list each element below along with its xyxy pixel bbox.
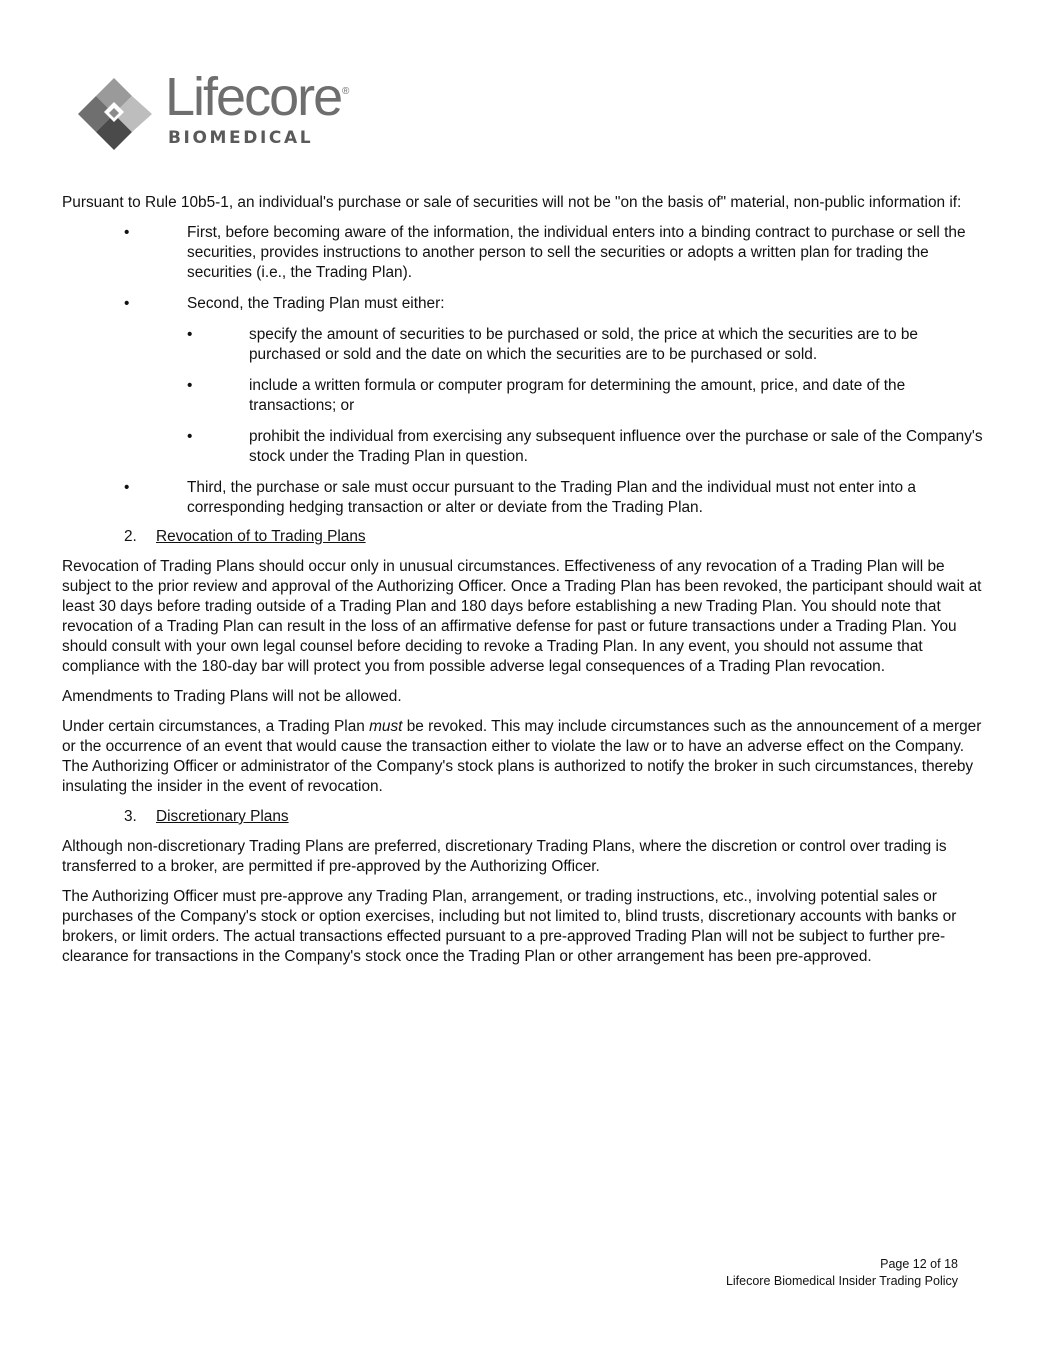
logo-wordmark: Lifecore	[165, 67, 342, 127]
page-footer	[726, 1256, 958, 1290]
list-item-first	[62, 223, 992, 283]
page-number: Page 12 of 18	[880, 1257, 958, 1271]
revocation-paragraph: Revocation of Trading Plans should occur only in unusual circumstances. Effectiveness of any revocation of a Trading Plan will be subject to the prior review and approval of the Authorizing Officer. Once a Trading Plan has been revoked, the participant should wait at least 30 days before trading outside of a Trading Plan and 180 days before establishing a new Trading Plan. You should note that revocation of a Trading Plan can result in the loss of an affirmative defense for past or future transactions under a Trading Plan. You should consult with your own legal counsel before deciding to revoke a Trading Plan. In any event, you should not assume that compliance with the 180-day bar will protect you from possible adverse legal consequences of a Trading Plan revocation.	[62, 558, 982, 675]
amendments-paragraph: Amendments to Trading Plans will not be allowed.	[62, 688, 402, 705]
list-item-text: include a written formula or computer program for determining the amount, price, and date of the transactions; or	[249, 377, 906, 414]
logo-registered-mark: ®	[342, 86, 350, 97]
list-item-text: Third, the purchase or sale must occur pursuant to the Trading Plan and the individual must not enter into a corresponding hedging transaction or alter or deviate from the Trading Plan.	[187, 479, 916, 516]
list-item-text: First, before becoming aware of the information, the individual enters into a binding contract to purchase or sell the securities, provides instructions to another person to sell the securities or adopts a written plan for trading the securities (i.e., the Trading Plan).	[187, 224, 966, 281]
bullet-icon: •	[187, 428, 193, 445]
sublist-item-formula	[62, 376, 992, 416]
bullet-icon: •	[124, 224, 130, 241]
company-logo	[74, 67, 374, 156]
list-item-second	[62, 294, 992, 314]
section-number: 3.	[124, 808, 137, 825]
document-body	[62, 193, 992, 977]
pre-approve-paragraph: The Authorizing Officer must pre-approve any Trading Plan, arrangement, or trading instructions, etc., involving potential sales or purchases of the Company's stock or option exercises, including but not limited to, blind trusts, discretionary accounts with banks or brokers, or limit orders. The actual transactions effected pursuant to a pre-approved Trading Plan will not be subject to further pre-clearance for transactions in the Company's stock once the Trading Plan or other arrangement has been pre-approved.	[62, 888, 957, 965]
list-item-third	[62, 478, 992, 518]
must-revoke-paragraph: Under certain circumstances, a Trading Plan must be revoked. This may include circumstances such as the announcement of a merger or the occurrence of an event that would cause the transaction either to violate the law or to have an adverse effect on the Company. The Authorizing Officer or administrator of the Company's stock plans is authorized to notify the broker in such circumstances, thereby insulating the insider in the event of revocation.	[62, 718, 982, 795]
bullet-icon: •	[187, 326, 193, 343]
bullet-icon: •	[124, 479, 130, 496]
sublist-item-prohibit	[62, 427, 992, 467]
logo-subtitle: BIOMEDICAL	[168, 128, 314, 148]
section-title: Discretionary Plans	[156, 808, 289, 825]
logo-diamond-icon	[74, 78, 164, 152]
list-item-text: prohibit the individual from exercising any subsequent influence over the purchase or sale of the Company's stock under the Trading Plan in question.	[249, 428, 983, 465]
section-title: Revocation of to Trading Plans	[156, 528, 366, 545]
list-item-text: Second, the Trading Plan must either:	[187, 295, 445, 312]
list-item-text: specify the amount of securities to be purchased or sold, the price at which the securities are to be purchased or sold and the date on which the securities are to be purchased or sold.	[249, 326, 918, 363]
bullet-icon: •	[187, 377, 193, 394]
section-heading-discretionary	[62, 807, 992, 827]
sublist-item-specify	[62, 325, 992, 365]
document-name: Lifecore Biomedical Insider Trading Policy	[725, 1274, 958, 1288]
discretionary-paragraph: Although non-discretionary Trading Plans are preferred, discretionary Trading Plans, where the discretion or control over trading is transferred to a broker, are permitted if pre-approved by the Authorizing Officer.	[62, 838, 947, 875]
intro-paragraph: Pursuant to Rule 10b5-1, an individual's purchase or sale of securities will not be "on the basis of" material, non-public information if:	[62, 194, 962, 211]
section-number: 2.	[124, 528, 137, 545]
section-heading-revocation	[62, 527, 992, 547]
bullet-icon: •	[124, 295, 130, 312]
